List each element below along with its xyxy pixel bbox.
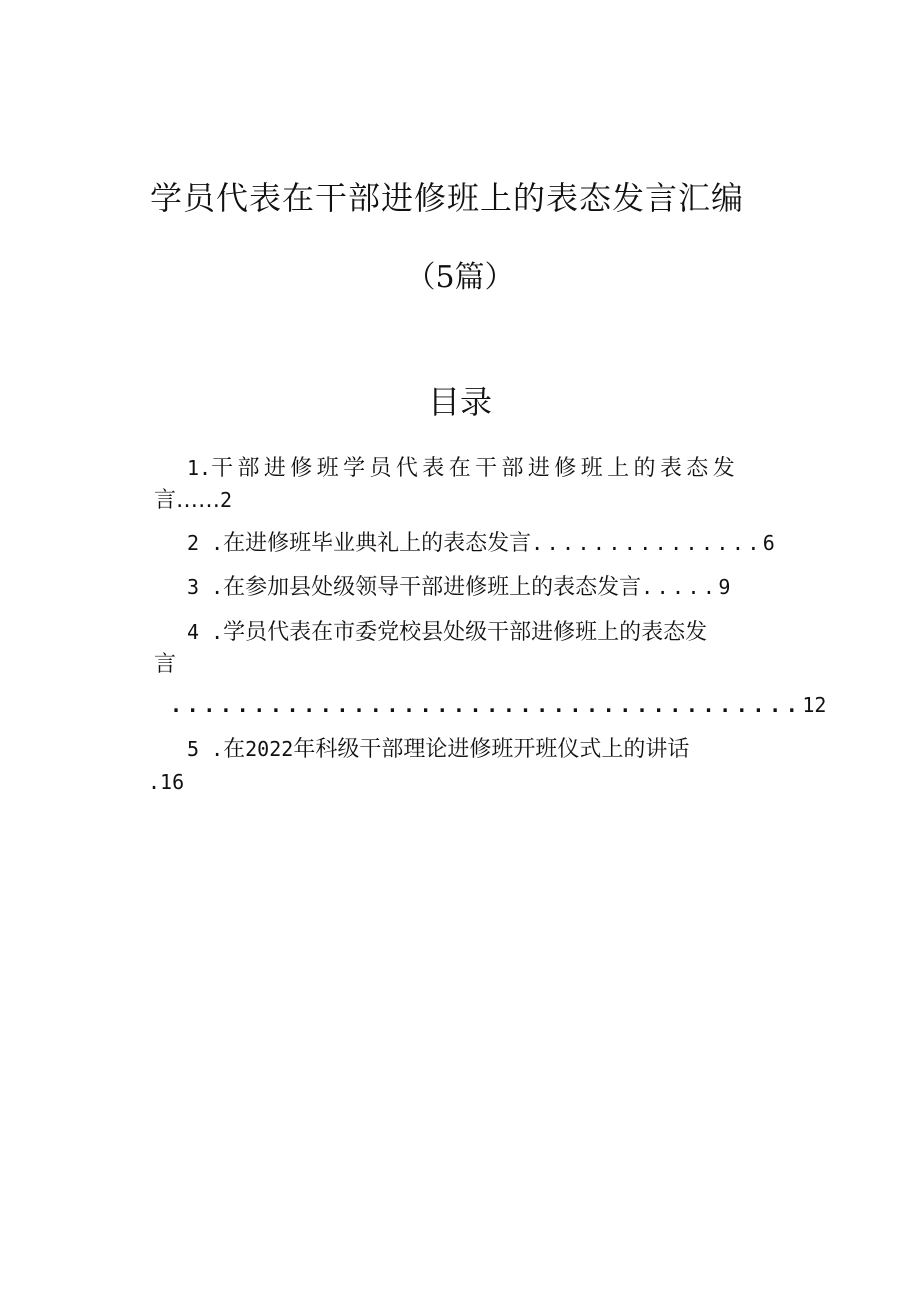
toc-entry-title: 在进修班毕业典礼上的表态发言 bbox=[223, 531, 532, 556]
document-subtitle: （5篇） bbox=[405, 260, 515, 295]
toc-entry-1-continuation[interactable] bbox=[154, 484, 232, 517]
toc-entry-4-leader[interactable] bbox=[170, 689, 826, 722]
toc-page-number: 12 bbox=[802, 693, 827, 717]
toc-page-number: 6 bbox=[762, 531, 775, 555]
toc-entry-5-continuation[interactable] bbox=[148, 766, 184, 799]
toc-entry-title: 在参加县处级领导干部进修班上的表态发言 bbox=[223, 575, 642, 600]
toc-entry-title-continuation: 言 bbox=[154, 488, 177, 513]
toc-page-number: 16 bbox=[160, 770, 185, 794]
toc-heading: 目录 bbox=[427, 383, 492, 421]
toc-leader-dots: …… bbox=[176, 488, 221, 513]
toc-entry-number: 5 . bbox=[187, 737, 224, 761]
toc-entry-title: 年科级干部理论进修班开班仪式上的讲话 bbox=[293, 737, 690, 762]
toc-entry-3[interactable] bbox=[187, 571, 730, 604]
toc-entry-number: 3 . bbox=[187, 575, 224, 599]
toc-leader-dots: ..... bbox=[641, 575, 719, 599]
toc-entry-title: 在 bbox=[223, 737, 246, 762]
toc-entry-number: 2 . bbox=[187, 531, 224, 555]
toc-entry-number: 1. bbox=[187, 456, 212, 480]
toc-entry-title-continuation: 言 bbox=[154, 652, 177, 677]
toc-entry-4[interactable] bbox=[187, 616, 707, 649]
toc-entry-title: 干部进修班学员代表在干部进修班上的表态发 bbox=[211, 456, 740, 481]
toc-entry-year: 2022 bbox=[245, 737, 294, 761]
toc-leader-dots: . bbox=[148, 770, 161, 794]
toc-leader-dots: ............... bbox=[531, 531, 763, 555]
toc-entry-number: 4 . bbox=[187, 620, 224, 644]
toc-entry-4-continuation bbox=[154, 649, 176, 681]
document-title: 学员代表在干部进修班上的表态发言汇编 bbox=[150, 179, 745, 217]
toc-entry-1[interactable] bbox=[187, 452, 739, 485]
toc-page-number: 2 bbox=[220, 488, 233, 512]
toc-entry-5[interactable] bbox=[187, 733, 689, 766]
toc-leader-dots: ...................................... bbox=[170, 693, 803, 717]
toc-entry-2[interactable] bbox=[187, 527, 775, 560]
toc-entry-title: 学员代表在市委党校县处级干部进修班上的表态发 bbox=[223, 620, 708, 645]
toc-page-number: 9 bbox=[718, 575, 731, 599]
